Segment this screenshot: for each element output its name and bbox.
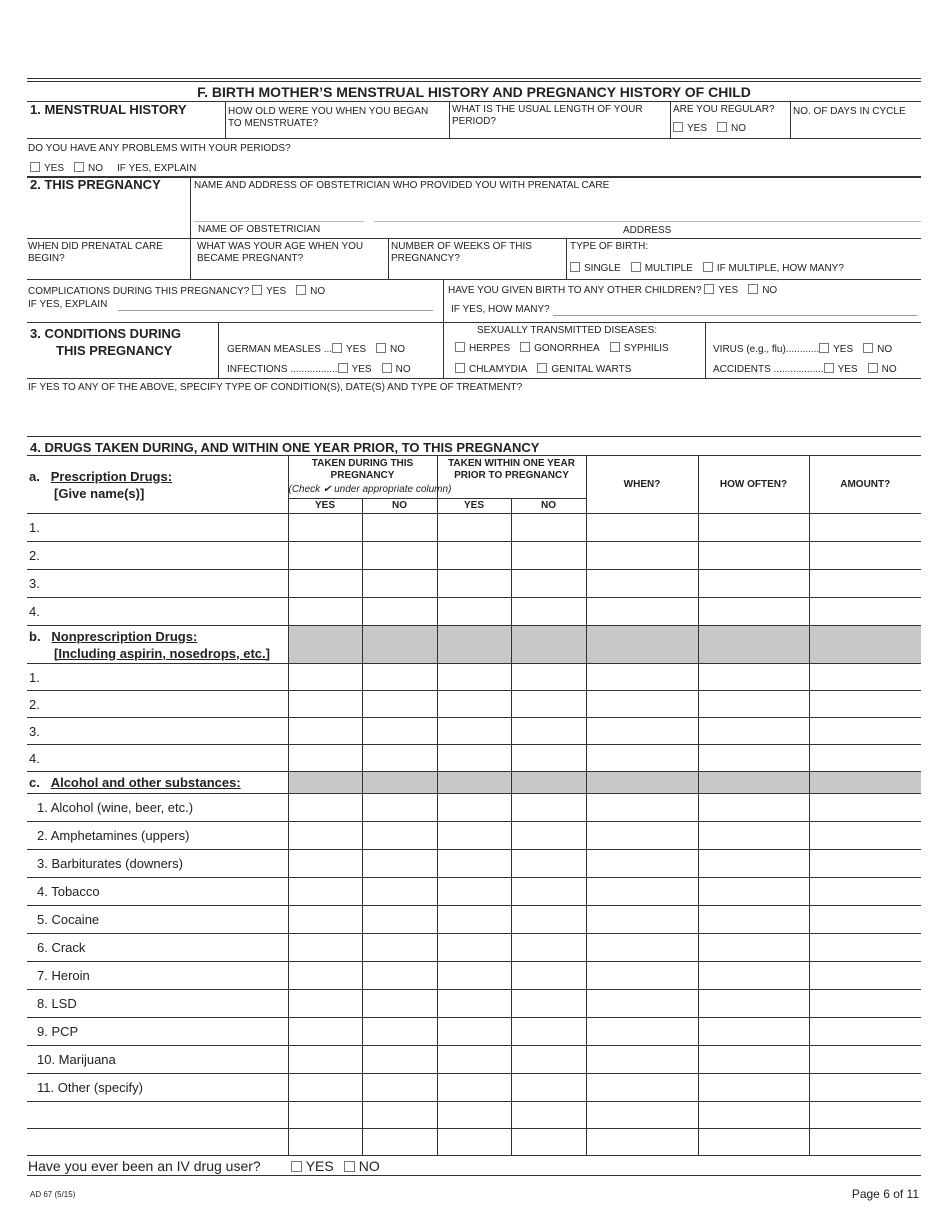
entry-cell[interactable]: [437, 794, 511, 822]
obstetrician-address-field[interactable]: [374, 221, 921, 222]
entry-cell[interactable]: [362, 962, 437, 990]
entry-cell[interactable]: [362, 1046, 437, 1074]
entry-cell[interactable]: [809, 1129, 921, 1156]
entry-cell[interactable]: [437, 718, 511, 745]
entry-cell[interactable]: [809, 718, 921, 745]
entry-cell: [437, 772, 511, 794]
prescription-header: a. Prescription Drugs: [Give name(s)]: [27, 456, 288, 514]
complications-explain-field[interactable]: [118, 310, 433, 311]
entry-cell[interactable]: [698, 1129, 809, 1156]
entry-cell[interactable]: [511, 598, 586, 626]
entry-cell[interactable]: [586, 718, 698, 745]
entry-cell[interactable]: [362, 745, 437, 772]
entry-cell: [698, 626, 809, 664]
entry-cell[interactable]: [809, 850, 921, 878]
table-row: [27, 1102, 921, 1129]
entry-cell[interactable]: [698, 990, 809, 1018]
table-row: [27, 850, 921, 878]
prior-yes-header: YES: [437, 499, 511, 514]
entry-cell[interactable]: [698, 850, 809, 878]
entry-cell[interactable]: [586, 1102, 698, 1129]
page-number: Page 6 of 11: [851, 1187, 919, 1201]
entry-cell[interactable]: [809, 906, 921, 934]
how-often-header: HOW OFTEN?: [698, 456, 809, 514]
entry-cell[interactable]: [586, 990, 698, 1018]
entry-cell[interactable]: [809, 1018, 921, 1046]
entry-cell[interactable]: [809, 794, 921, 822]
entry-cell[interactable]: [809, 1102, 921, 1129]
drug-name-cell[interactable]: 1.: [27, 514, 288, 542]
entry-cell[interactable]: [362, 822, 437, 850]
entry-cell[interactable]: [437, 1102, 511, 1129]
drug-name-cell[interactable]: 4.: [27, 598, 288, 626]
table-row: [27, 598, 921, 626]
entry-cell[interactable]: [288, 514, 362, 542]
table-row: [27, 906, 921, 934]
drug-name-cell[interactable]: 3. Barbiturates (downers): [27, 850, 288, 878]
table-row: [27, 794, 921, 822]
entry-cell: [511, 626, 586, 664]
drug-name-cell[interactable]: 1. Alcohol (wine, beer, etc.): [27, 794, 288, 822]
virus[interactable]: VIRUS (e.g., flu)............ YES NO: [713, 344, 893, 355]
drug-name-cell[interactable]: 3.: [27, 570, 288, 598]
checkbox[interactable]: [74, 162, 84, 172]
entry-cell: [698, 772, 809, 794]
entry-cell[interactable]: [809, 664, 921, 691]
drug-name-cell[interactable]: [27, 1102, 288, 1129]
entry-cell[interactable]: [511, 878, 586, 906]
entry-cell[interactable]: [362, 1074, 437, 1102]
prenatal-care-begin[interactable]: WHEN DID PRENATAL CARE BEGIN?: [28, 241, 163, 264]
entry-cell[interactable]: [698, 962, 809, 990]
entry-cell[interactable]: [809, 822, 921, 850]
entry-cell[interactable]: [511, 745, 586, 772]
complications-explain-label: IF YES, EXPLAIN: [28, 299, 108, 310]
entry-cell[interactable]: [698, 542, 809, 570]
entry-cell[interactable]: [437, 514, 511, 542]
rule: [27, 78, 921, 79]
problems-question: DO YOU HAVE ANY PROBLEMS WITH YOUR PERIODS?: [28, 143, 291, 154]
drug-name-cell[interactable]: 1.: [27, 664, 288, 691]
table-row: [27, 1018, 921, 1046]
entry-cell[interactable]: [511, 1129, 586, 1156]
drug-name-cell[interactable]: 4. Tobacco: [27, 878, 288, 906]
entry-cell[interactable]: [586, 878, 698, 906]
checkbox[interactable]: [30, 162, 40, 172]
entry-cell: [362, 626, 437, 664]
drug-name-cell[interactable]: 4.: [27, 745, 288, 772]
complications-question[interactable]: COMPLICATIONS DURING THIS PREGNANCY? YES NO: [28, 286, 326, 297]
entry-cell[interactable]: [288, 691, 362, 718]
entry-cell[interactable]: [511, 1018, 586, 1046]
entry-cell[interactable]: [362, 906, 437, 934]
section3-label: 3. CONDITIONS DURING THIS PREGNANCY: [30, 326, 181, 358]
entry-cell[interactable]: [437, 691, 511, 718]
entry-cell[interactable]: [437, 990, 511, 1018]
drug-name-cell[interactable]: 2. Amphetamines (uppers): [27, 822, 288, 850]
entry-cell[interactable]: [809, 1074, 921, 1102]
entry-cell: [809, 626, 921, 664]
entry-cell[interactable]: [288, 822, 362, 850]
drug-name-cell[interactable]: [27, 1129, 288, 1156]
entry-cell[interactable]: [362, 514, 437, 542]
table-row: [27, 542, 921, 570]
table-row: [27, 664, 921, 691]
entry-cell[interactable]: [586, 794, 698, 822]
entry-cell[interactable]: [288, 934, 362, 962]
entry-cell[interactable]: [437, 1074, 511, 1102]
entry-cell[interactable]: [511, 542, 586, 570]
entry-cell[interactable]: [586, 745, 698, 772]
entry-cell[interactable]: [586, 514, 698, 542]
period-length-question[interactable]: WHAT IS THE USUAL LENGTH OF YOUR PERIOD?: [452, 104, 643, 127]
entry-cell[interactable]: [437, 822, 511, 850]
entry-cell[interactable]: [698, 822, 809, 850]
during-yes-header: YES: [288, 499, 362, 514]
entry-cell[interactable]: [362, 664, 437, 691]
section-header: c. Alcohol and other substances:: [27, 772, 288, 794]
drug-name-cell[interactable]: 7. Heroin: [27, 962, 288, 990]
table-row: [27, 570, 921, 598]
entry-cell[interactable]: [809, 542, 921, 570]
drug-name-cell[interactable]: 10. Marijuana: [27, 1046, 288, 1074]
entry-cell[interactable]: [288, 794, 362, 822]
regular-question: ARE YOU REGULAR?: [673, 104, 775, 115]
entry-cell[interactable]: [586, 934, 698, 962]
table-row: [27, 878, 921, 906]
entry-cell: [586, 772, 698, 794]
entry-cell[interactable]: [288, 990, 362, 1018]
drug-name-cell[interactable]: 3.: [27, 718, 288, 745]
entry-cell[interactable]: [288, 1129, 362, 1156]
form-number: AD 67 (5/15): [30, 1190, 76, 1199]
entry-cell[interactable]: [511, 794, 586, 822]
entry-cell[interactable]: [362, 1018, 437, 1046]
table-row: [27, 962, 921, 990]
specify-field[interactable]: [27, 396, 921, 434]
entry-cell[interactable]: [586, 691, 698, 718]
entry-cell[interactable]: [698, 1074, 809, 1102]
entry-cell[interactable]: [511, 1102, 586, 1129]
entry-cell[interactable]: [288, 850, 362, 878]
table-row: [27, 1046, 921, 1074]
other-children-question[interactable]: HAVE YOU GIVEN BIRTH TO ANY OTHER CHILDREN? YES NO: [448, 285, 778, 296]
birth-type-options[interactable]: SINGLE MULTIPLE IF MULTIPLE, HOW MANY?: [570, 262, 844, 275]
amount-header: AMOUNT?: [809, 456, 921, 514]
section-header: b. Nonprescription Drugs: [Including aspirin, nosedrops, etc.]: [27, 626, 288, 664]
entry-cell[interactable]: [362, 878, 437, 906]
entry-cell[interactable]: [698, 598, 809, 626]
entry-cell[interactable]: [437, 850, 511, 878]
entry-cell[interactable]: [437, 906, 511, 934]
entry-cell[interactable]: [809, 514, 921, 542]
nonprescription-header-row: [27, 626, 921, 664]
entry-cell[interactable]: [586, 850, 698, 878]
entry-cell: [288, 772, 362, 794]
page-title: F. BIRTH MOTHER’S MENSTRUAL HISTORY AND PREGNANCY HISTORY OF CHILD: [197, 84, 751, 100]
entry-cell[interactable]: [698, 664, 809, 691]
entry-cell[interactable]: [288, 1074, 362, 1102]
entry-cell[interactable]: [586, 1129, 698, 1156]
entry-cell[interactable]: [511, 1074, 586, 1102]
entry-cell[interactable]: [698, 718, 809, 745]
std-label: SEXUALLY TRANSMITTED DISEASES:: [477, 325, 658, 336]
specify-label: IF YES TO ANY OF THE ABOVE, SPECIFY TYPE OF CONDITION(S), DATE(S) AND TYPE OF TREATMENT?: [28, 382, 523, 393]
entry-cell[interactable]: [511, 570, 586, 598]
drug-name-cell[interactable]: 5. Cocaine: [27, 906, 288, 934]
entry-cell[interactable]: [698, 1018, 809, 1046]
entry-cell[interactable]: [362, 718, 437, 745]
table-row: [27, 934, 921, 962]
entry-cell[interactable]: [362, 1102, 437, 1129]
entry-cell[interactable]: [288, 1018, 362, 1046]
entry-cell[interactable]: [511, 850, 586, 878]
entry-cell[interactable]: [809, 878, 921, 906]
drug-name-cell[interactable]: 8. LSD: [27, 990, 288, 1018]
entry-cell[interactable]: [437, 542, 511, 570]
entry-cell: [288, 626, 362, 664]
drug-name-cell[interactable]: 2.: [27, 542, 288, 570]
entry-cell[interactable]: [698, 906, 809, 934]
entry-cell[interactable]: [809, 1046, 921, 1074]
entry-cell[interactable]: [362, 542, 437, 570]
other-children-howmany-field[interactable]: [553, 315, 917, 316]
entry-cell: [437, 626, 511, 664]
entry-cell[interactable]: [437, 664, 511, 691]
entry-cell[interactable]: [511, 906, 586, 934]
iv-drug-question[interactable]: Have you ever been an IV drug user? YES NO: [28, 1158, 380, 1174]
entry-cell[interactable]: [362, 990, 437, 1018]
table-row: [27, 745, 921, 772]
table-row: [27, 514, 921, 542]
entry-cell[interactable]: [437, 570, 511, 598]
entry-cell[interactable]: [698, 878, 809, 906]
checkbox[interactable]: [717, 122, 727, 132]
entry-cell[interactable]: [809, 745, 921, 772]
entry-cell[interactable]: [586, 1046, 698, 1074]
entry-cell[interactable]: [809, 598, 921, 626]
entry-cell[interactable]: [511, 990, 586, 1018]
entry-cell[interactable]: [511, 962, 586, 990]
entry-cell[interactable]: [809, 570, 921, 598]
problems-yes-no[interactable]: YES NO IF YES, EXPLAIN: [30, 162, 196, 175]
entry-cell[interactable]: [437, 962, 511, 990]
entry-cell[interactable]: [698, 1102, 809, 1129]
entry-cell[interactable]: [288, 906, 362, 934]
regular-yes-no[interactable]: YES NO: [673, 122, 746, 135]
entry-cell[interactable]: [362, 934, 437, 962]
alcohol-header-row: [27, 772, 921, 794]
entry-cell[interactable]: [586, 1018, 698, 1046]
entry-cell[interactable]: [511, 514, 586, 542]
entry-cell[interactable]: [288, 664, 362, 691]
checkbox[interactable]: [673, 122, 683, 132]
entry-cell[interactable]: [511, 934, 586, 962]
entry-cell[interactable]: [362, 794, 437, 822]
entry-cell[interactable]: [809, 934, 921, 962]
entry-cell[interactable]: [511, 691, 586, 718]
menstruate-age-question[interactable]: HOW OLD WERE YOU WHEN YOU BEGAN TO MENSTRUATE?: [228, 106, 429, 129]
entry-cell[interactable]: [586, 906, 698, 934]
drug-name-cell[interactable]: 6. Crack: [27, 934, 288, 962]
entry-cell[interactable]: [511, 1046, 586, 1074]
section4-heading: 4. DRUGS TAKEN DURING, AND WITHIN ONE YEAR PRIOR, TO THIS PREGNANCY: [30, 440, 540, 455]
entry-cell[interactable]: [809, 691, 921, 718]
entry-cell[interactable]: [511, 664, 586, 691]
entry-cell[interactable]: [437, 878, 511, 906]
entry-cell[interactable]: [586, 822, 698, 850]
entry-cell[interactable]: [698, 934, 809, 962]
table-row: [27, 990, 921, 1018]
drug-name-cell[interactable]: 2.: [27, 691, 288, 718]
std-options-row1[interactable]: HERPES GONORRHEA SYPHILIS: [455, 342, 669, 355]
entry-cell[interactable]: [809, 962, 921, 990]
entry-cell[interactable]: [586, 570, 698, 598]
age-pregnant[interactable]: WHAT WAS YOUR AGE WHEN YOU BECAME PREGNANT?: [197, 241, 364, 264]
entry-cell[interactable]: [288, 1046, 362, 1074]
entry-cell[interactable]: [437, 1129, 511, 1156]
table-row: [27, 718, 921, 745]
german-measles[interactable]: GERMAN MEASLES ... YES NO: [227, 344, 406, 355]
name-label: NAME OF OBSTETRICIAN: [198, 224, 321, 235]
entry-cell[interactable]: [698, 1046, 809, 1074]
entry-cell[interactable]: [437, 934, 511, 962]
entry-cell[interactable]: [511, 718, 586, 745]
birth-type-label: TYPE OF BIRTH:: [570, 241, 649, 252]
obstetrician-name-field[interactable]: [194, 221, 364, 222]
entry-cell[interactable]: [288, 1102, 362, 1129]
std-options-row2[interactable]: CHLAMYDIA GENITAL WARTS: [455, 363, 631, 376]
entry-cell[interactable]: [362, 1129, 437, 1156]
entry-cell[interactable]: [288, 718, 362, 745]
section2-label: 2. THIS PREGNANCY: [30, 177, 161, 192]
entry-cell[interactable]: [698, 691, 809, 718]
table-row: [27, 822, 921, 850]
entry-cell: [586, 626, 698, 664]
entry-cell[interactable]: [437, 1046, 511, 1074]
entry-cell[interactable]: [586, 962, 698, 990]
entry-cell[interactable]: [586, 542, 698, 570]
other-children-howmany-label: IF YES, HOW MANY?: [451, 304, 550, 315]
entry-cell: [511, 772, 586, 794]
table-row: [27, 691, 921, 718]
entry-cell[interactable]: [437, 598, 511, 626]
entry-cell[interactable]: [362, 691, 437, 718]
infections[interactable]: INFECTIONS ................. YES NO: [227, 364, 411, 375]
entry-cell[interactable]: [511, 822, 586, 850]
entry-cell[interactable]: [288, 962, 362, 990]
entry-cell[interactable]: [288, 598, 362, 626]
entry-cell[interactable]: [362, 598, 437, 626]
entry-cell[interactable]: [586, 598, 698, 626]
prior-no-header: NO: [511, 499, 586, 514]
entry-cell[interactable]: [288, 745, 362, 772]
address-label: ADDRESS: [623, 225, 672, 236]
drug-name-cell[interactable]: 11. Other (specify): [27, 1074, 288, 1102]
entry-cell[interactable]: [586, 664, 698, 691]
drugs-table: [27, 455, 921, 1156]
when-header: WHEN?: [586, 456, 698, 514]
entry-cell[interactable]: [362, 570, 437, 598]
during-header: TAKEN DURING THIS PREGNANCY (Check ✔ under appropriate column): [288, 456, 437, 499]
table-row: [27, 1074, 921, 1102]
entry-cell[interactable]: [698, 794, 809, 822]
entry-cell[interactable]: [809, 990, 921, 1018]
entry-cell[interactable]: [698, 745, 809, 772]
entry-cell[interactable]: [288, 570, 362, 598]
weeks-pregnancy[interactable]: NUMBER OF WEEKS OF THIS PREGNANCY?: [391, 241, 532, 264]
rule: [27, 81, 921, 82]
prior-header: TAKEN WITHIN ONE YEAR PRIOR TO PREGNANCY: [437, 456, 586, 499]
entry-cell[interactable]: [586, 1074, 698, 1102]
entry-cell: [809, 772, 921, 794]
entry-cell[interactable]: [437, 745, 511, 772]
entry-cell[interactable]: [698, 570, 809, 598]
entry-cell[interactable]: [288, 542, 362, 570]
entry-cell[interactable]: [288, 878, 362, 906]
section1-label: 1. MENSTRUAL HISTORY: [30, 102, 187, 117]
entry-cell[interactable]: [362, 850, 437, 878]
obstetrician-label: NAME AND ADDRESS OF OBSTETRICIAN WHO PROVIDED YOU WITH PRENATAL CARE: [194, 180, 610, 191]
accidents[interactable]: ACCIDENTS .................. YES NO: [713, 364, 897, 375]
entry-cell: [362, 772, 437, 794]
during-no-header: NO: [362, 499, 437, 514]
drug-name-cell[interactable]: 9. PCP: [27, 1018, 288, 1046]
cycle-days-field[interactable]: NO. OF DAYS IN CYCLE: [793, 106, 906, 117]
entry-cell[interactable]: [437, 1018, 511, 1046]
table-row: [27, 1129, 921, 1156]
entry-cell[interactable]: [698, 514, 809, 542]
